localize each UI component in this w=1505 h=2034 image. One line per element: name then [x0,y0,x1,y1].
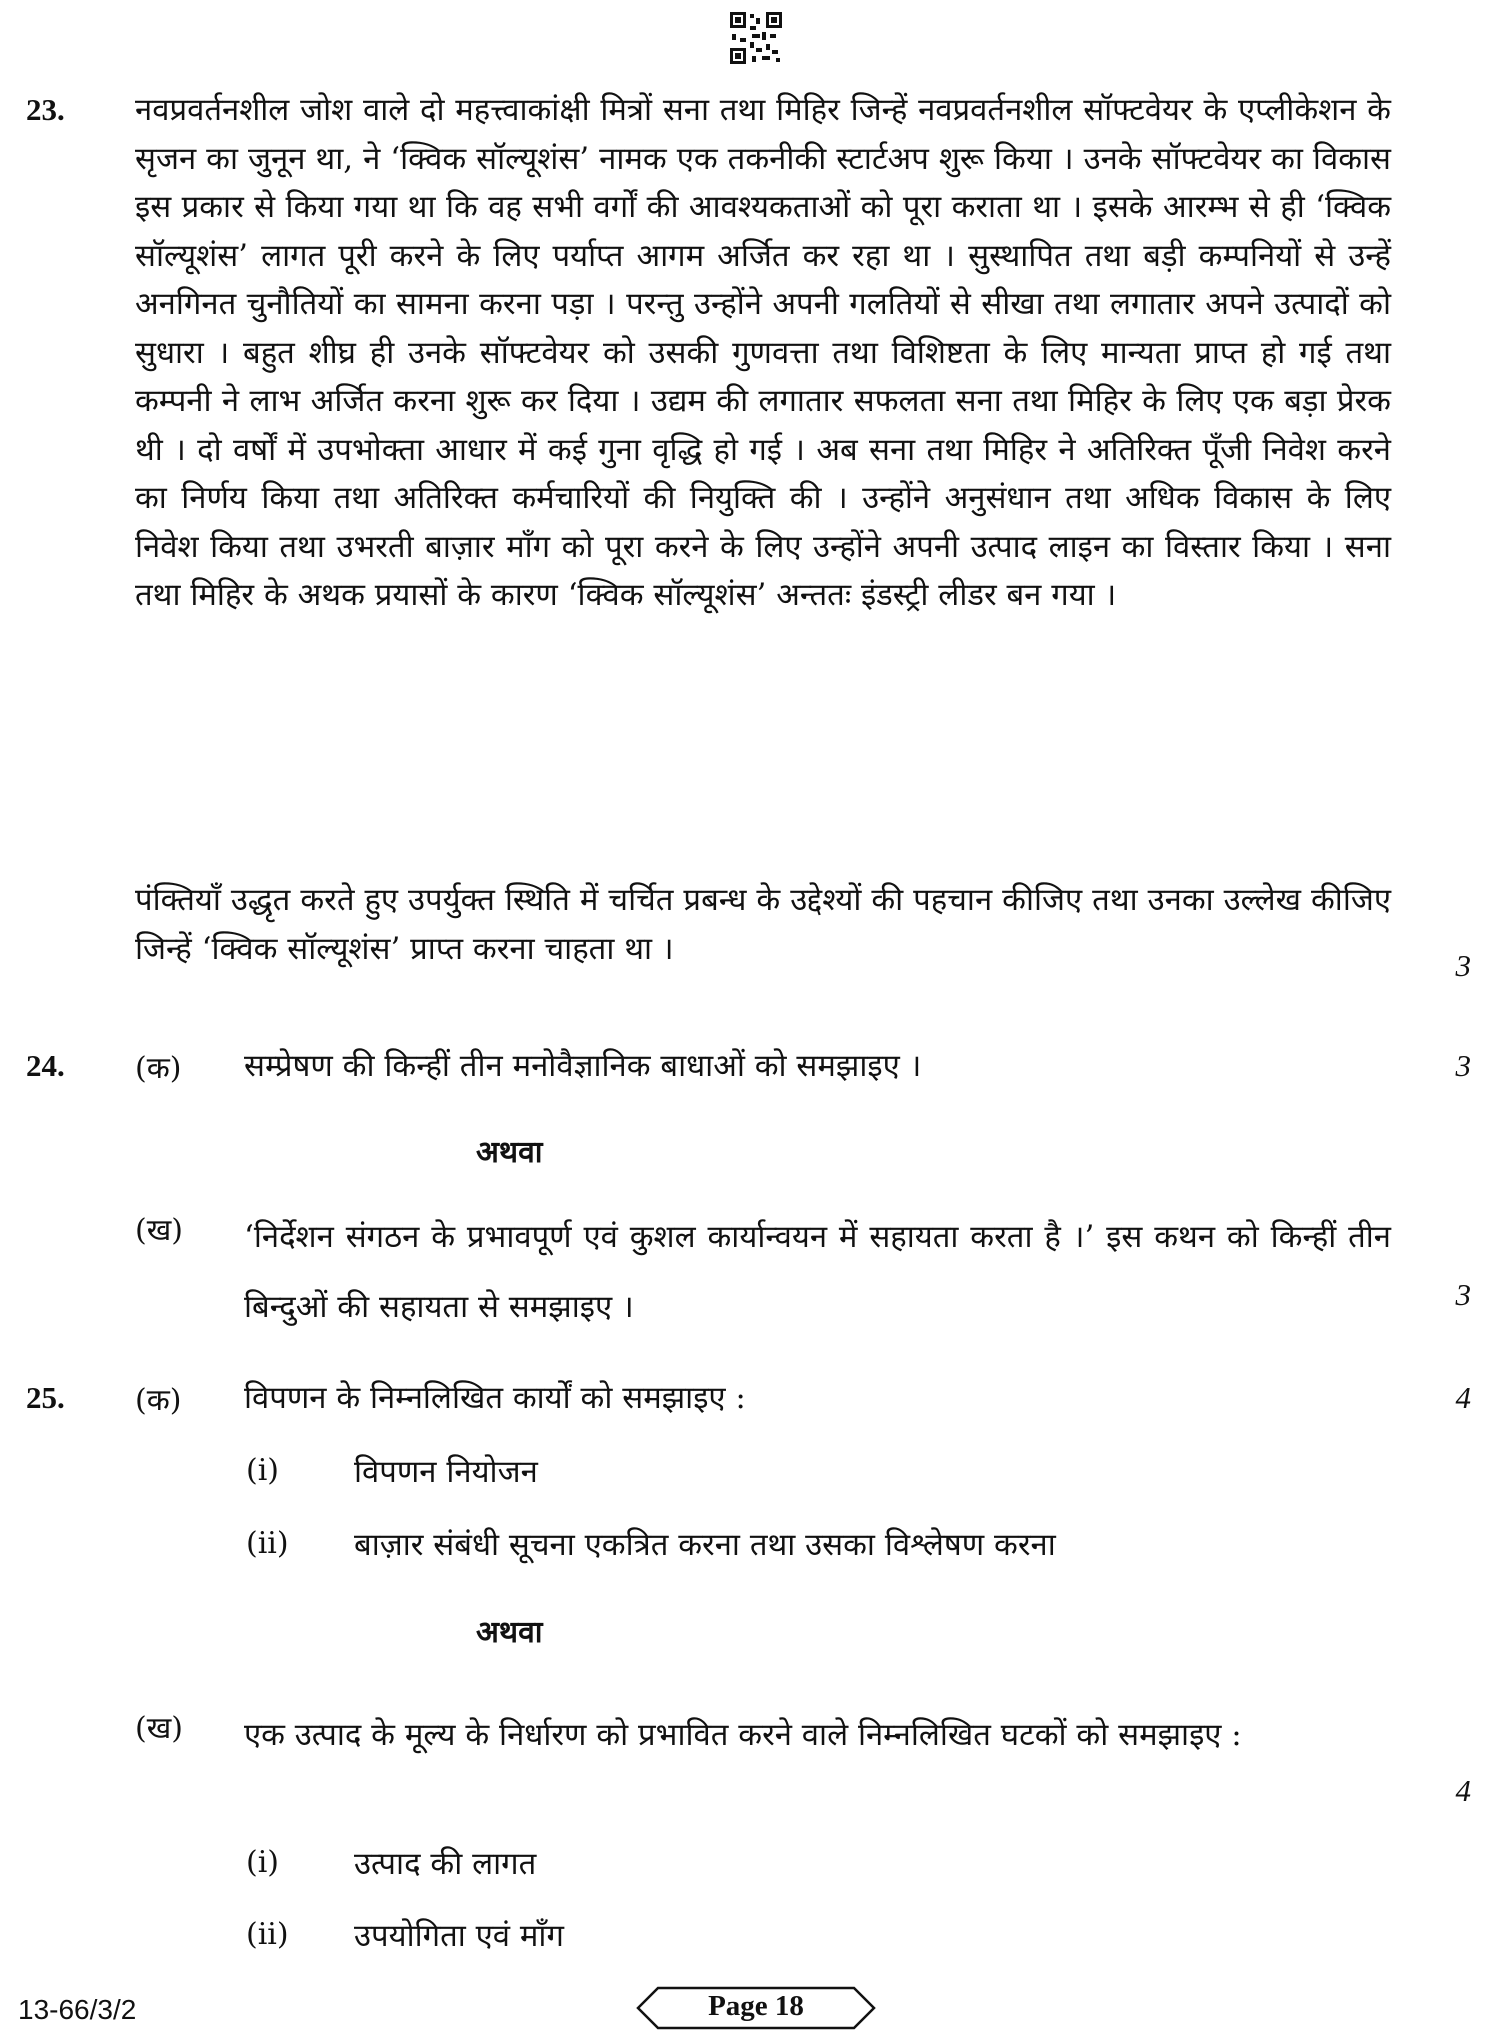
q25-b-item-text: उत्पाद की लागत [354,1846,537,1882]
page-number-badge [636,1986,876,2030]
question-number-25: 25. [26,1380,65,1415]
q25-a-item-label: (ii) [246,1526,289,1561]
q24-part-b-text: ‘निर्देशन संगठन के प्रभावपूर्ण एवं कुशल कार्यान्वयन में सहायता करता है ।’ इस कथन को किन्हीं तीन बिन्दुओं की सहायता से समझाइए । [244,1219,1391,1325]
q25-part-a-label: (क) [135,1383,182,1418]
q25-b-item-label: (i) [246,1845,280,1880]
page-number-label: Page 18 [708,1990,804,2022]
q24-part-a-label: (क) [135,1051,182,1086]
q23-case-paragraph: नवप्रवर्तनशील जोश वाले दो महत्त्वाकांक्षी मित्रों सना तथा मिहिर जिन्हें नवप्रवर्तनशील सॉफ्टवेयर के एप्लीकेशन के सृजन का जुनून था, ने ‘क्विक सॉल्यूशंस’ नामक एक तकनीकी स्टार्टअप शुरू किया । उनके सॉफ्टवेयर का विकास इस प्रकार से किया गया था कि वह सभी वर्गों की आवश्यकताओं को पूरा कराता था । इसके आरम्भ से ही ‘क्विक सॉल्यूशंस’ लागत पूरी करने के लिए पर्याप्त आगम अर्जित कर रहा था । सुस्थापित तथा बड़ी कम्पनियों से उन्हें अनगिनत चुनौतियों का सामना करना पड़ा । परन्तु उन्होंने अपनी गलतियों से सीखा तथा लगातार अपने उत्पादों को सुधारा । बहुत शीघ्र ही उनके सॉफ्टवेयर को उसकी गुणवत्ता तथा विशिष्टता के लिए मान्यता प्राप्त हो गई तथा कम्पनी ने लाभ अर्जित करना शुरू कर दिया । उद्यम की लगातार सफलता सना तथा मिहिर के लिए एक बड़ा प्रेरक थी । दो वर्षों में उपभोक्ता आधार में कई गुना वृद्धि हो गई । अब सना तथा मिहिर ने अतिरिक्त पूँजी निवेश करने का निर्णय किया तथा अतिरिक्त कर्मचारियों की नियुक्ति की । उन्होंने अनुसंधान तथा अधिक विकास के लिए निवेश किया तथा उभरती बाज़ार माँग को पूरा करने के लिए उन्होंने अपनी उत्पाद लाइन का विस्तार किया । सना तथा मिहिर के अथक प्रयासों के कारण ‘क्विक सॉल्यूशंस’ अन्ततः इंडस्ट्री लीडर बन गया । [135,92,1391,613]
q25-part-a-text: विपणन के निम्नलिखित कार्यों को समझाइए : [244,1380,746,1416]
q24-part-b-label: (ख) [135,1213,183,1248]
qr-code [728,10,784,66]
q24-part-a-marks: 3 [1455,1048,1471,1083]
q24-or-divider: अथवा [476,1135,543,1170]
q25-b-item-label: (ii) [246,1917,289,1952]
question-number-24: 24. [26,1048,65,1083]
question-number-23: 23. [26,92,65,127]
q25-a-item-text: बाज़ार संबंधी सूचना एकत्रित करना तथा उसका विश्लेषण करना [354,1527,1056,1563]
q23-question-text: पंक्तियाँ उद्धृत करते हुए उपर्युक्त स्थिति में चर्चित प्रबन्ध के उद्देश्यों की पहचान कीजिए तथा उनका उल्लेख कीजिए जिन्हें ‘क्विक सॉल्यूशंस’ प्राप्त करना चाहता था । [135,882,1391,967]
q25-part-b-text: एक उत्पाद के मूल्य के निर्धारण को प्रभावित करने वाले निम्नलिखित घटकों को समझाइए : [244,1717,1242,1753]
q24-part-b-marks: 3 [1455,1277,1471,1312]
q24-part-a-text: सम्प्रेषण की किन्हीं तीन मनोवैज्ञानिक बाधाओं को समझाइए । [244,1048,922,1084]
q25-or-divider: अथवा [476,1615,543,1650]
q25-b-item-text: उपयोगिता एवं माँग [354,1918,564,1954]
q25-part-a-marks: 4 [1455,1380,1471,1415]
q25-part-b-marks: 4 [1455,1773,1471,1808]
q25-part-b-label: (ख) [135,1711,183,1746]
q23-marks: 3 [1455,948,1471,983]
q25-a-item-text: विपणन नियोजन [354,1454,538,1490]
q25-a-item-label: (i) [246,1453,280,1488]
paper-code: 13-66/3/2 [18,1994,137,2025]
